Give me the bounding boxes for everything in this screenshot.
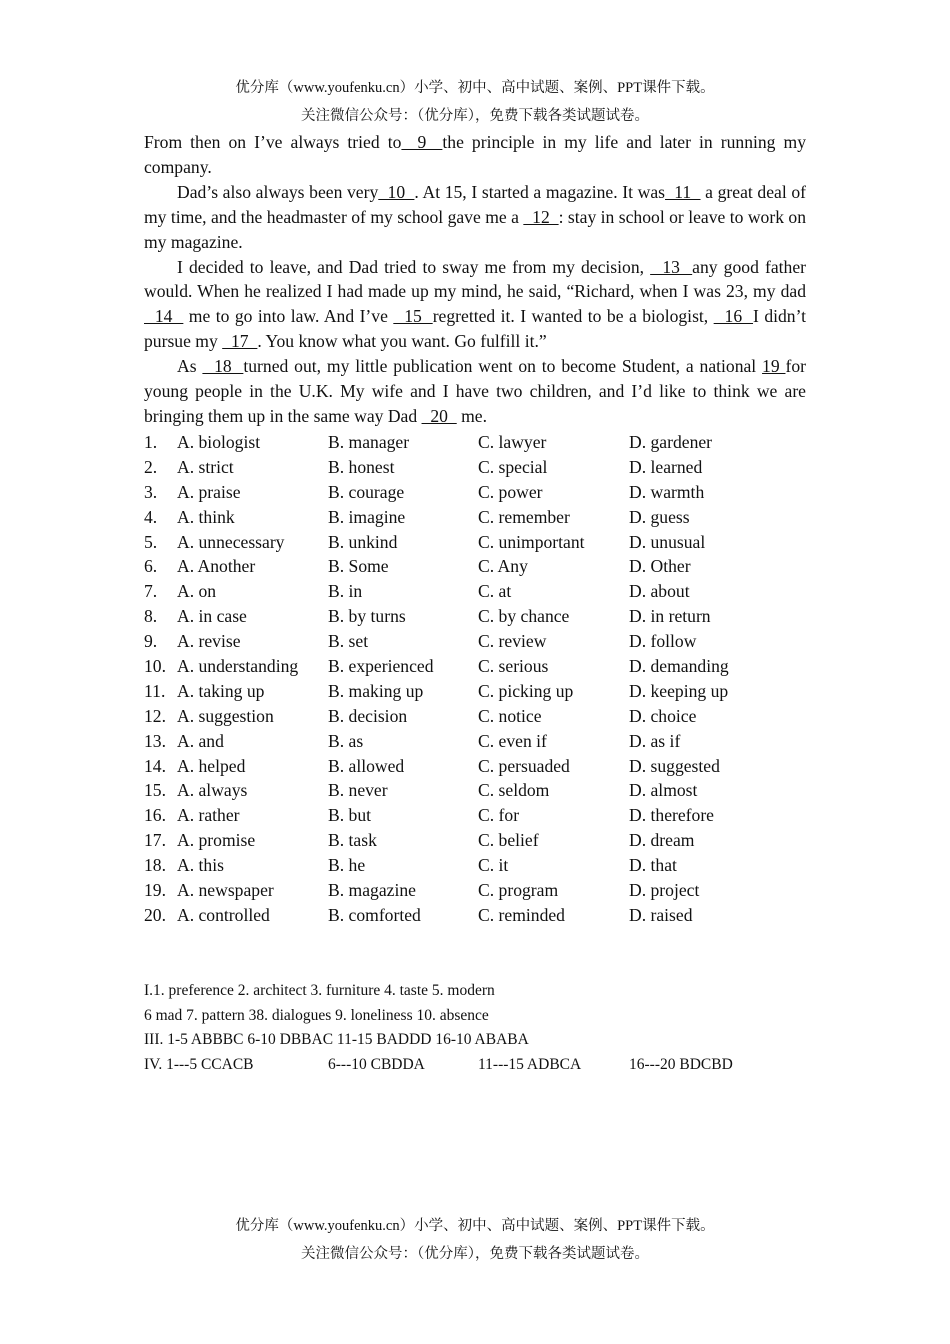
option-d: D. gardener [629,432,713,452]
question-number: 3. [144,481,158,502]
option-a: A. always [177,780,248,801]
option-d: D. project [629,880,700,901]
option-b: B. as [328,730,364,751]
option-d: D. almost [629,780,698,801]
option-b: B. magazine [328,880,416,901]
passage-text: I decided to leave, and Dad tried to sway me from my decision, [177,256,651,277]
option-b: B. decision [328,705,408,726]
option-b: B. manager [328,432,410,452]
option-row [144,505,844,530]
blank-number: 19 [762,356,786,377]
option-b: B. by turns [328,606,406,627]
question-number: 20. [144,904,166,925]
option-d: D. in return [629,606,711,627]
option-b: B. in [328,581,363,602]
passage-paragraph [144,354,806,429]
passage-text: turned out, my little publication went on to become Student, a national [243,356,763,377]
blank-number: 9 [401,132,443,152]
option-d: D. choice [629,705,697,726]
option-c: C. at [478,581,512,602]
question-number: 8. [144,606,158,627]
option-row [144,629,844,654]
option-row [144,480,844,505]
blank-number: 18 [202,356,244,377]
page-header [0,74,950,130]
question-number: 11. [144,680,166,701]
option-row [144,455,844,480]
option-a: A. think [177,506,235,527]
question-number: 6. [144,556,158,577]
option-a: A. understanding [177,656,299,677]
option-a: A. in case [177,606,247,627]
header-line-2: 关注微信公众号：（优分库），免费下载各类试题试卷。 [301,108,649,124]
option-c: C. seldom [478,780,550,801]
option-a: A. newspaper [177,880,274,901]
answer-line-1: I.1. preference 2. architect 3. furniture 4. taste 5. modern [144,982,495,999]
answer-group-2: 6---10 CBDDA [328,1055,425,1073]
question-number: 4. [144,506,158,527]
option-table [144,430,844,928]
question-number: 1. [144,432,158,452]
option-c: C. belief [478,830,539,851]
passage-text: me to go into law. And I’ve [183,306,394,327]
blank-number: 16 [713,306,754,327]
passage-text: From then on I’ve always tried to [144,132,402,152]
option-a: A. helped [177,755,246,776]
option-a: A. controlled [177,904,270,925]
blank-number: 10 [378,181,415,202]
blank-number: 20 [421,405,457,426]
option-a: A. suggestion [177,705,274,726]
passage-text: Dad’s also always been very [177,181,379,202]
passage-text: I didn’t pursue my [144,306,807,352]
question-number: 13. [144,730,166,751]
option-d: D. dream [629,830,695,851]
option-d: D. follow [629,631,697,652]
option-c: C. remember [478,506,570,527]
passage-text: . At 15, I started a magazine. It was [414,181,666,202]
option-c: C. by chance [478,606,570,627]
option-b: B. task [328,830,377,851]
header-line-1: 优分库（www.youfenku.cn）小学、初中、高中试题、案例、PPT课件下载。 [235,80,715,96]
question-number: 18. [144,855,166,876]
blank-number: 11 [665,181,701,202]
option-row [144,679,844,704]
option-c: C. persuaded [478,755,570,776]
passage-paragraph [144,255,806,355]
option-a: A. Another [177,556,256,577]
option-b: B. imagine [328,506,406,527]
option-row [144,729,844,754]
option-b: B. experienced [328,656,434,677]
answer-group-4: 16---20 BDCBD [629,1055,733,1073]
option-a: A. unnecessary [177,531,285,552]
option-c: C. review [478,631,547,652]
option-a: A. biologist [177,432,261,452]
option-b: B. never [328,780,388,801]
option-d: D. guess [629,506,690,527]
option-b: B. Some [328,556,389,577]
option-row [144,778,844,803]
option-row [144,853,844,878]
option-row [144,754,844,779]
option-a: A. this [177,855,224,876]
option-a: A. promise [177,830,256,851]
question-number: 15. [144,780,166,801]
option-a: A. and [177,730,224,751]
option-d: D. unusual [629,531,706,552]
passage-text: : stay in school or leave to work on my magazine. [144,206,807,252]
option-b: B. set [328,631,369,652]
passage-text: the principle in my life and later in running my company. [144,132,806,177]
option-c: C. lawyer [478,432,547,452]
option-a: A. praise [177,481,241,502]
option-row [144,654,844,679]
option-b: B. he [328,855,366,876]
answer-key [144,979,844,1077]
option-d: D. that [629,855,677,876]
answer-line-3: III. 1-5 ABBBC 6-10 DBBAC 11-15 BADDD 16-10 ABABA [144,1031,529,1049]
question-number: 10. [144,656,166,677]
option-d: D. suggested [629,755,720,776]
question-number: 9. [144,631,158,652]
option-d: D. warmth [629,481,705,502]
option-row [144,579,844,604]
option-d: D. Other [629,556,691,577]
option-a: A. strict [177,456,234,477]
page-footer [0,1212,950,1268]
option-b: B. but [328,805,372,826]
passage-text: . You know what you want. Go fulfill it.” [257,331,547,352]
answer-group-1: IV. 1---5 CCACB [144,1055,254,1073]
passage-text: for young people in the U.K. My wife and I have two children, and I’d like to think we are bringing them up in the same way Dad [144,356,806,426]
blank-number: 12 [523,206,559,227]
answer-line-4 [144,1053,844,1078]
option-a: A. taking up [177,680,265,701]
blank-number: 15 [393,306,433,327]
option-row [144,903,844,928]
option-a: A. on [177,581,217,602]
passage-paragraph [144,180,806,255]
option-d: D. about [629,581,690,602]
option-c: C. it [478,855,509,876]
option-d: D. as if [629,730,681,751]
option-c: C. for [478,805,520,826]
answer-line-2: 6 mad 7. pattern 38. dialogues 9. loneliness 10. absence [144,1006,489,1024]
passage-text: any good father would. When he realized I had made up my mind, he said, “Richard, when I was 23, my dad [144,256,806,302]
option-c: C. Any [478,556,528,577]
option-d: D. raised [629,904,693,925]
passage-text: me. [456,405,488,426]
blank-number: 14 [144,306,184,327]
option-d: D. keeping up [629,680,729,701]
question-number: 12. [144,705,166,726]
blank-number: 17 [222,331,258,352]
question-number: 2. [144,456,158,477]
option-d: D. demanding [629,656,729,677]
cloze-passage [144,130,806,429]
option-c: C. serious [478,656,549,677]
option-row [144,530,844,555]
answer-group-3: 11---15 ADBCA [478,1055,582,1073]
option-b: B. making up [328,680,424,701]
option-row [144,828,844,853]
option-c: C. even if [478,730,547,751]
blank-number: 13 [650,256,693,277]
option-a: A. revise [177,631,241,652]
option-c: C. notice [478,705,542,726]
option-c: C. program [478,880,559,901]
option-b: B. honest [328,456,395,477]
option-row [144,878,844,903]
option-row [144,554,844,579]
footer-line-2: 关注微信公众号：（优分库），免费下载各类试题试卷。 [301,1246,649,1262]
option-a: A. rather [177,805,240,826]
option-c: C. unimportant [478,531,585,552]
option-b: B. allowed [328,755,405,776]
question-number: 14. [144,755,166,776]
question-number: 7. [144,581,158,602]
question-number: 17. [144,830,166,851]
option-row [144,430,844,455]
footer-line-1: 优分库（www.youfenku.cn）小学、初中、高中试题、案例、PPT课件下载。 [235,1218,715,1234]
option-b: B. comforted [328,904,421,925]
option-row [144,604,844,629]
option-row [144,704,844,729]
question-number: 5. [144,531,158,552]
option-c: C. picking up [478,680,574,701]
option-c: C. reminded [478,904,565,925]
option-b: B. unkind [328,531,398,552]
option-c: C. power [478,481,543,502]
passage-text: As [177,356,203,377]
option-d: D. learned [629,456,703,477]
passage-text: regretted it. I wanted to be a biologist, [432,306,714,327]
option-c: C. special [478,456,548,477]
passage-text: a great deal of my time, and the headmaster of my school gave me a [144,181,806,227]
option-d: D. therefore [629,805,714,826]
passage-paragraph [144,130,806,180]
question-number: 19. [144,880,166,901]
option-row [144,803,844,828]
question-number: 16. [144,805,166,826]
option-b: B. courage [328,481,405,502]
